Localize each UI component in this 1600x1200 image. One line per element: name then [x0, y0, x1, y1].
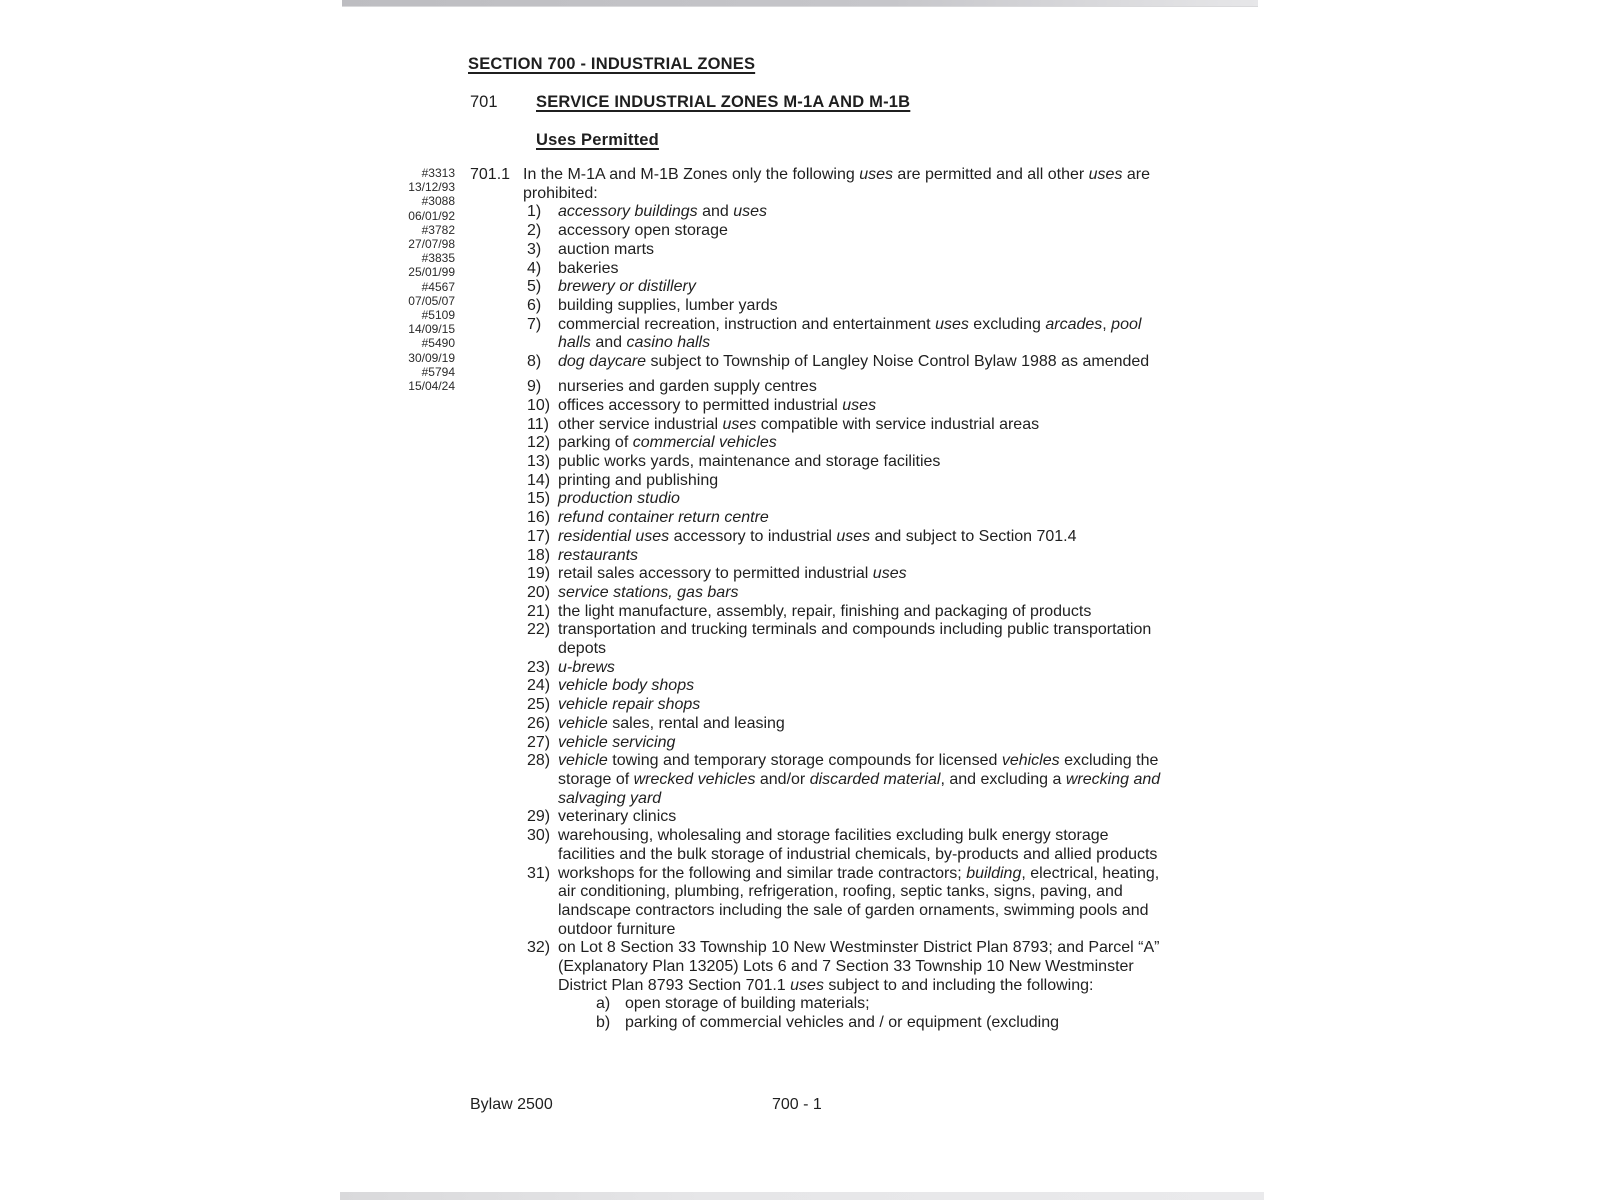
list-item-text: public works yards, maintenance and storage facilities	[558, 453, 941, 471]
list-item	[523, 472, 1161, 491]
amendment-note: #5109	[421, 308, 455, 323]
list-item-number: 6)	[527, 296, 542, 314]
list-item	[523, 621, 1161, 658]
amendment-note: 14/09/15	[408, 322, 455, 337]
amendment-note: 27/07/98	[408, 237, 455, 252]
sub-list-item	[558, 1014, 1161, 1033]
list-item-number: 25)	[527, 696, 551, 714]
list-item-number: 24)	[527, 677, 551, 695]
list-item-number: 14)	[527, 471, 551, 489]
sub-list	[558, 995, 1161, 1032]
list-item-number: 4)	[527, 259, 542, 277]
list-item-text: parking of commercial vehicles	[558, 434, 777, 452]
list-item	[523, 278, 1161, 297]
sub-list-item-number: a)	[596, 995, 611, 1013]
amendment-note: #4567	[421, 279, 455, 294]
section-number: 701	[470, 93, 498, 111]
list-item-number: 26)	[527, 714, 551, 732]
list-item	[523, 865, 1161, 940]
list-item	[523, 509, 1161, 528]
sub-list-item-text: parking of commercial vehicles and / or equipment (excluding	[625, 1014, 1059, 1032]
list-item-text: u-brews	[558, 658, 615, 676]
list-item-number: 3)	[527, 240, 542, 258]
clause-intro: In the M-1A and M-1B Zones only the following uses are permitted and all other uses are prohibited:	[523, 166, 1151, 202]
list-item	[523, 752, 1161, 808]
list-item	[523, 715, 1161, 734]
list-item-number: 22)	[527, 621, 551, 639]
list-item-text: restaurants	[558, 546, 639, 564]
list-item-number: 32)	[527, 939, 551, 957]
list-item-number: 19)	[527, 565, 551, 583]
list-item	[523, 659, 1161, 678]
list-item-text: accessory buildings and uses	[558, 203, 768, 221]
list-item-text: transportation and trucking terminals and compounds including public transportation depots	[558, 621, 1152, 658]
list-item	[523, 939, 1161, 1033]
list-item-text: commercial recreation, instruction and entertainment uses excluding arcades, pool halls and casino halls	[558, 315, 1142, 352]
list-item	[523, 397, 1161, 416]
clause-body	[523, 166, 1161, 1033]
list-item-text: production studio	[558, 490, 680, 508]
list-item-number: 5)	[527, 278, 542, 296]
list-item-number: 12)	[527, 434, 551, 452]
list-item	[523, 528, 1161, 547]
amendment-note: #3835	[421, 251, 455, 266]
list-item-number: 20)	[527, 583, 551, 601]
list-item-number: 27)	[527, 733, 551, 751]
list-item	[523, 547, 1161, 566]
list-item	[523, 677, 1161, 696]
list-item-text: brewery or distillery	[558, 278, 696, 296]
list-item-text: building supplies, lumber yards	[558, 296, 778, 314]
list-item	[523, 316, 1161, 353]
list-item	[523, 603, 1161, 622]
list-item-number: 21)	[527, 602, 551, 620]
list-item	[523, 260, 1161, 279]
list-item-text: vehicle sales, rental and leasing	[558, 714, 785, 732]
footer-bylaw-number: Bylaw 2500	[470, 1096, 553, 1113]
list-item	[523, 808, 1161, 827]
sub-list-item-text: open storage of building materials;	[625, 995, 870, 1013]
amendment-notes	[383, 166, 455, 393]
list-item	[523, 353, 1161, 372]
list-item	[523, 222, 1161, 241]
list-item-text: bakeries	[558, 259, 619, 277]
list-item-number: 15)	[527, 490, 551, 508]
list-item-number: 29)	[527, 808, 551, 826]
list-item	[523, 734, 1161, 753]
list-item	[523, 565, 1161, 584]
list-item-text: vehicle towing and temporary storage compounds for licensed vehicles excluding the storage of wrecked vehicles and/or discarded material, and excluding a wrecking and salvaging yard	[558, 752, 1161, 807]
list-item-text: warehousing, wholesaling and storage facilities excluding bulk energy storage facilities and the bulk storage of industrial chemicals, by-products and allied products	[558, 827, 1158, 863]
amendment-note: #3088	[421, 194, 455, 209]
list-item-number: 18)	[527, 546, 551, 564]
amendment-note: #5490	[421, 336, 455, 351]
list-item-number: 13)	[527, 453, 551, 471]
amendment-note: 15/04/24	[408, 379, 455, 394]
list-item-text: printing and publishing	[558, 471, 719, 489]
list-item-text: other service industrial uses compatible with service industrial areas	[558, 415, 1040, 433]
scan-edge-bottom	[340, 1192, 1264, 1200]
list-item-number: 8)	[527, 353, 542, 371]
list-item	[523, 203, 1161, 222]
list-item-text: vehicle repair shops	[558, 696, 701, 714]
list-item-number: 31)	[527, 864, 551, 882]
scan-edge-top	[342, 0, 1258, 7]
list-item-text: workshops for the following and similar trade contractors; building, electrical, heating, air conditioning, plumbing, refrigeration, roofing, septic tanks, signs, paving, and landscape contractors including the sale of garden ornaments, swimming pools and outdoor furniture	[558, 864, 1160, 938]
list-item-number: 28)	[527, 752, 551, 770]
list-item-text: nurseries and garden supply centres	[558, 378, 817, 396]
amendment-note: #5794	[421, 364, 455, 379]
uses-list	[523, 203, 1161, 1032]
list-item-number: 9)	[527, 378, 542, 396]
list-item-number: 10)	[527, 396, 551, 414]
list-item-text: accessory open storage	[558, 222, 728, 240]
list-item-text: the light manufacture, assembly, repair, finishing and packaging of products	[558, 602, 1092, 620]
list-item	[523, 416, 1161, 435]
list-item	[523, 241, 1161, 260]
list-item-number: 30)	[527, 827, 551, 845]
list-item	[523, 378, 1161, 397]
list-item-text: vehicle servicing	[558, 733, 676, 751]
list-item-number: 1)	[527, 203, 542, 221]
list-item	[523, 584, 1161, 603]
section-heading: SERVICE INDUSTRIAL ZONES M-1A AND M-1B	[536, 93, 911, 111]
list-item-text: retail sales accessory to permitted industrial uses	[558, 565, 907, 583]
list-item-text: auction marts	[558, 240, 655, 258]
list-item	[523, 490, 1161, 509]
amendment-note: 07/05/07	[408, 293, 455, 308]
amendment-note: 13/12/93	[408, 180, 455, 195]
list-item-text: dog daycare subject to Township of Langley Noise Control Bylaw 1988 as amended	[558, 353, 1150, 371]
amendment-note: #3782	[421, 222, 455, 237]
section-title: SECTION 700 - INDUSTRIAL ZONES	[468, 55, 756, 73]
list-item-text: offices accessory to permitted industrial uses	[558, 396, 877, 414]
sub-list-item	[558, 995, 1161, 1014]
sub-list-item-number: b)	[596, 1014, 611, 1032]
section-701-heading-row	[470, 93, 910, 112]
list-item-number: 2)	[527, 222, 542, 240]
list-item	[523, 696, 1161, 715]
list-item	[523, 453, 1161, 472]
list-item-number: 11)	[527, 415, 549, 433]
list-item	[523, 434, 1161, 453]
footer-page-number: 700 - 1	[772, 1096, 822, 1113]
amendment-note: #3313	[421, 166, 455, 180]
amendment-note: 30/09/19	[408, 350, 455, 365]
list-item-number: 23)	[527, 658, 551, 676]
list-item-number: 17)	[527, 527, 551, 545]
list-item-text: residential uses accessory to industrial uses and subject to Section 701.4	[558, 527, 1077, 545]
list-item-text: service stations, gas bars	[558, 583, 739, 601]
amendment-note: 25/01/99	[408, 265, 455, 280]
list-item-text: veterinary clinics	[558, 808, 677, 826]
list-item	[523, 297, 1161, 316]
list-item-text: refund container return centre	[558, 509, 769, 527]
list-item-text: on Lot 8 Section 33 Township 10 New Westminster District Plan 8793; and Parcel “A” (Explanatory Plan 13205) Lots 6 and 7 Section 33 Township 10 New Westminster District Plan 8793 Section 701.1 uses subject to and including the following:	[558, 939, 1160, 994]
list-item-number: 7)	[527, 315, 542, 333]
list-item-number: 16)	[527, 509, 551, 527]
list-item-text: vehicle body shops	[558, 677, 695, 695]
clause-number: 701.1	[470, 166, 511, 183]
list-item	[523, 827, 1161, 864]
uses-permitted-subheading: Uses Permitted	[536, 131, 659, 149]
amendment-note: 06/01/92	[408, 208, 455, 223]
